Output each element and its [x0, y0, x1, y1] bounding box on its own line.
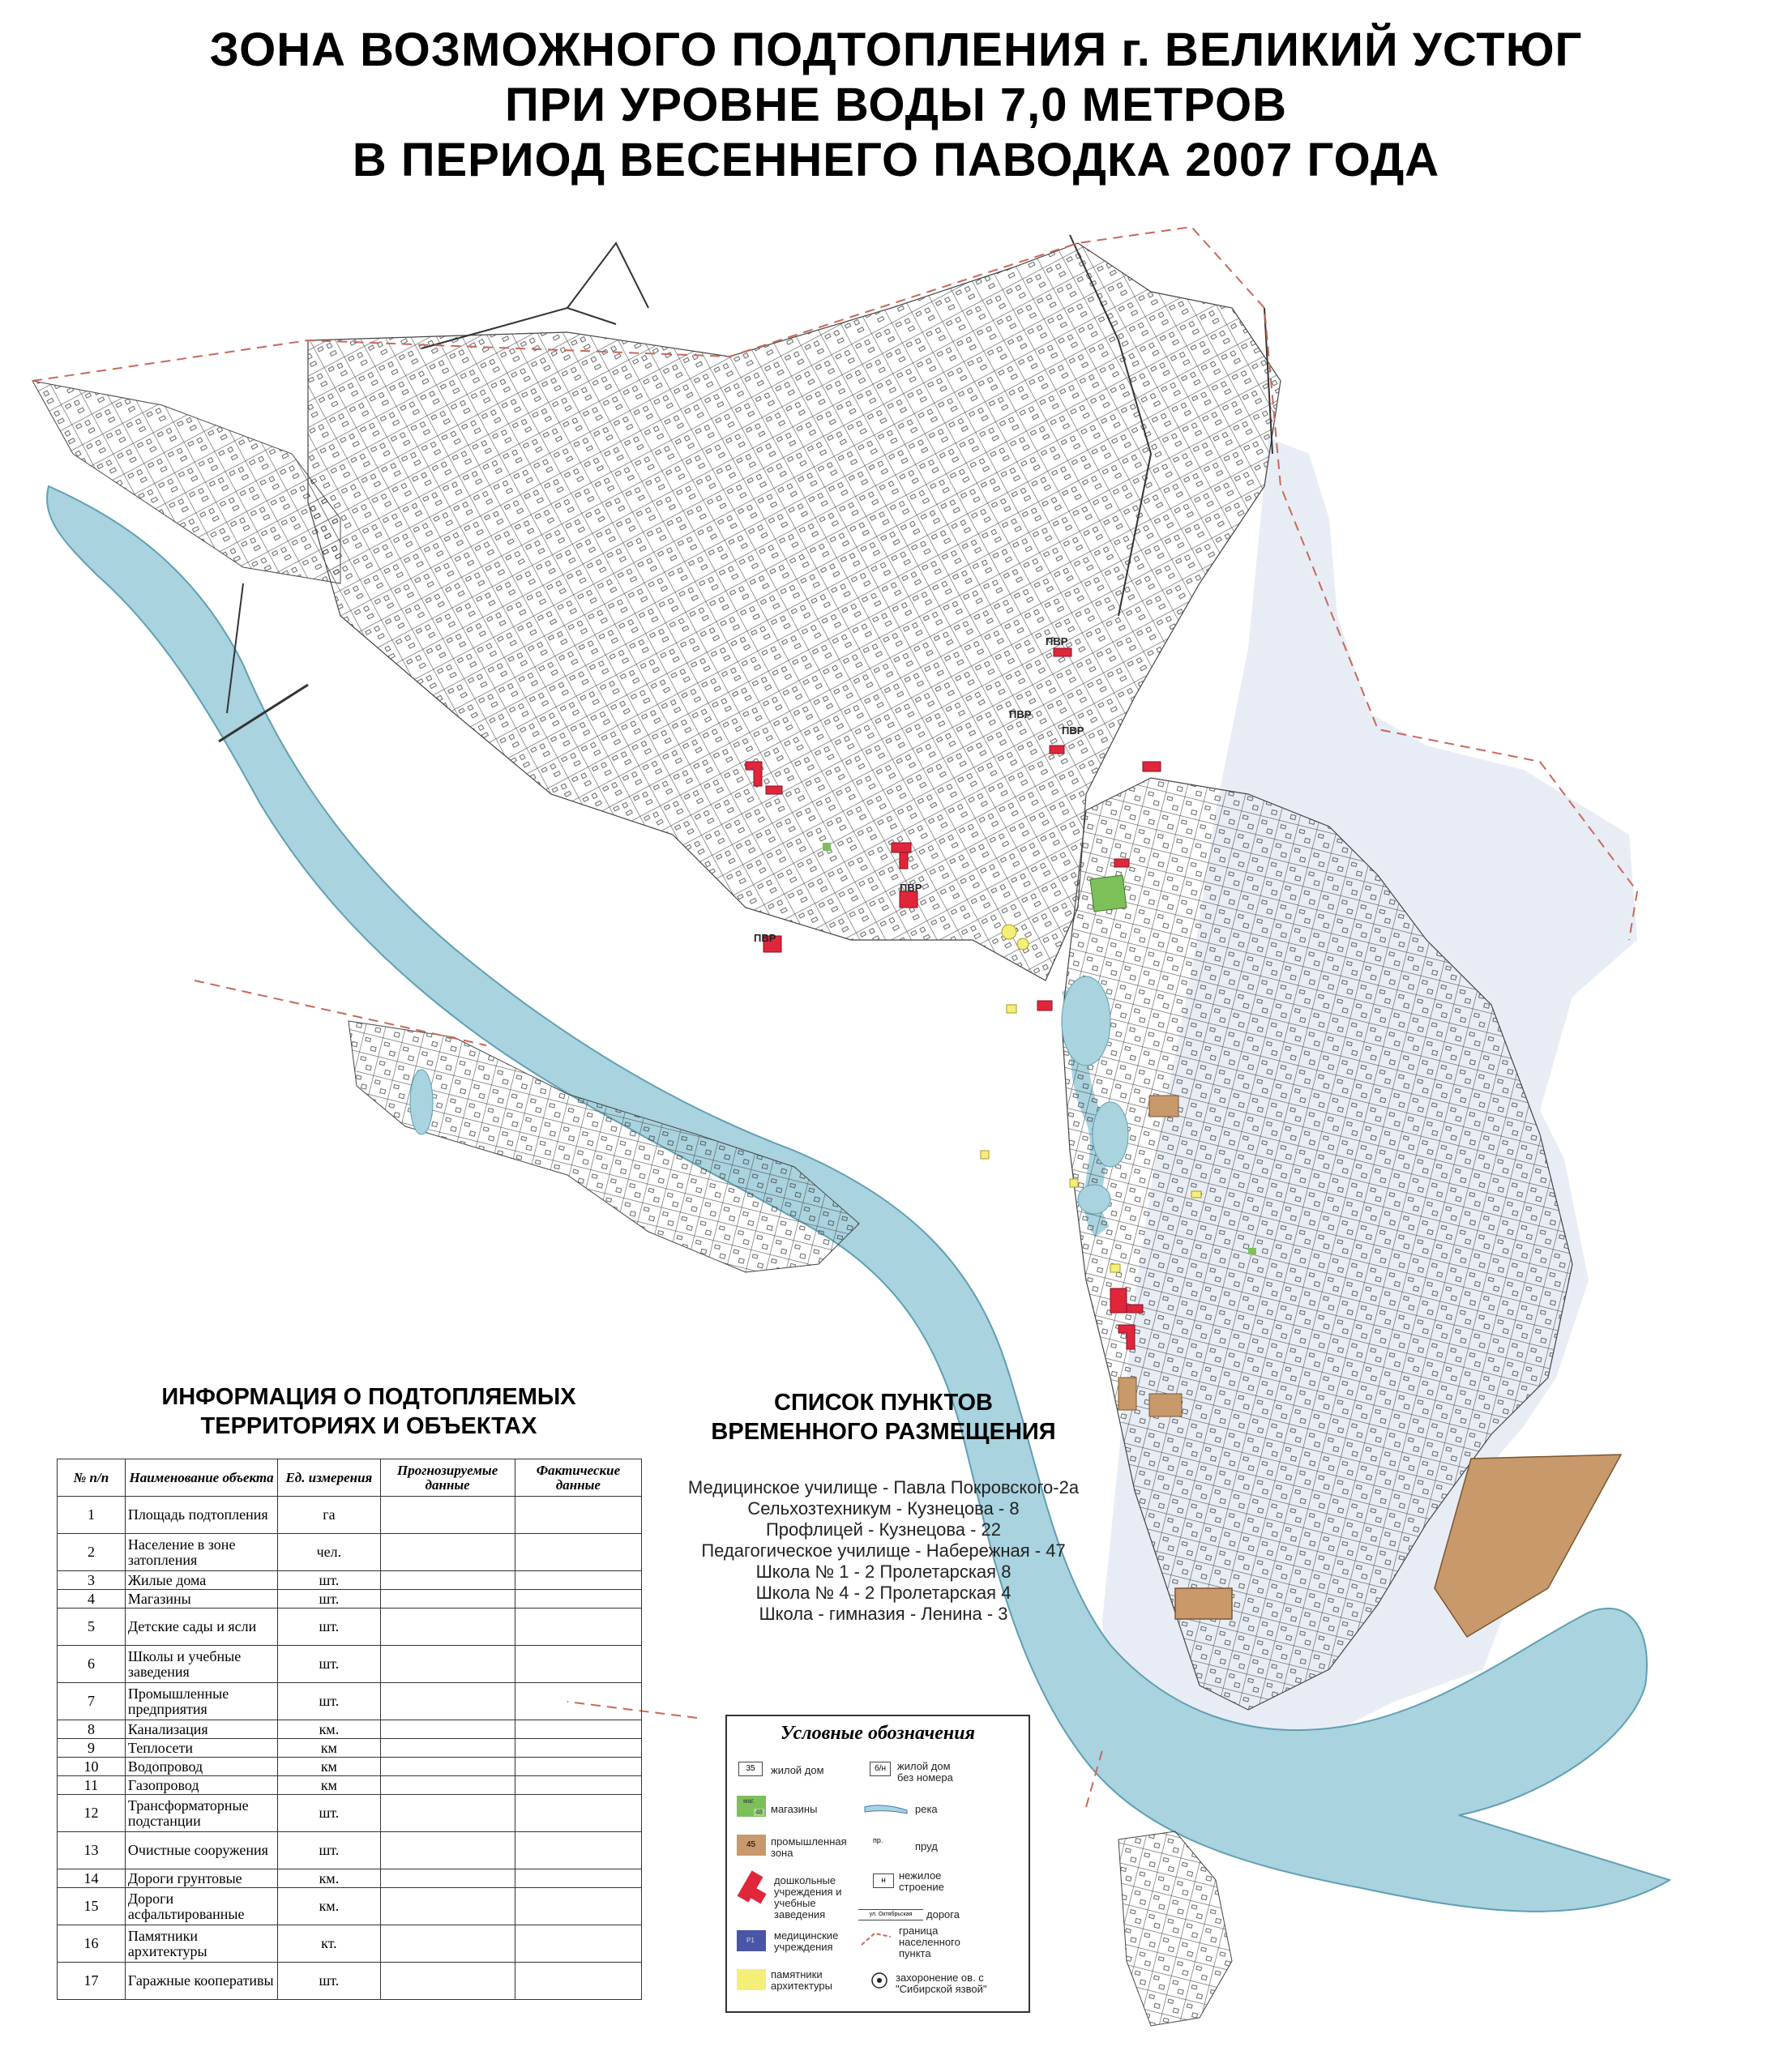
row-unit: км. — [278, 1869, 380, 1888]
col-actual: Фактические данные — [515, 1459, 641, 1497]
row-name: Водопровод — [125, 1758, 277, 1776]
row-name: Дороги грунтовые — [125, 1869, 277, 1888]
industrial-zone — [1175, 1588, 1232, 1619]
legend-pond: пруд — [915, 1840, 938, 1852]
row-unit: км — [278, 1739, 380, 1758]
shop-symbol-num: 48 — [755, 1809, 763, 1816]
row-unit: км — [278, 1758, 380, 1776]
info-table-row — [58, 1869, 642, 1888]
accommodation-item: Медицинское училище - Павла Покровского-2а — [687, 1477, 1080, 1497]
row-forecast — [380, 1646, 515, 1683]
info-title-line-2: ТЕРРИТОРИЯХ И ОБЪЕКТАХ — [200, 1413, 537, 1439]
shop — [823, 843, 831, 851]
row-unit: км — [278, 1776, 380, 1795]
medical-symbol: Р1 — [737, 1930, 766, 1951]
row-forecast — [380, 1683, 515, 1720]
info-table-row — [58, 1571, 642, 1590]
legend-house-nonum: жилой дом без номера — [897, 1760, 953, 1784]
list-title — [673, 1388, 1094, 1446]
row-name: Очистные сооружения — [125, 1832, 277, 1869]
row-forecast — [380, 1590, 515, 1609]
row-num: 12 — [58, 1795, 126, 1832]
map-title-line-1: ЗОНА ВОЗМОЖНОГО ПОДТОПЛЕНИЯ г. ВЕЛИКИЙ УСТЮГ — [209, 23, 1583, 76]
row-unit: кт. — [278, 1925, 380, 1963]
pvr-label: ПВР — [1062, 724, 1084, 737]
info-table-row — [58, 1720, 642, 1739]
row-actual — [515, 1571, 641, 1590]
row-num: 10 — [58, 1758, 126, 1776]
info-table-row — [58, 1590, 642, 1609]
row-actual — [515, 1720, 641, 1739]
info-table-row — [58, 1758, 642, 1776]
lake — [1062, 976, 1110, 1066]
col-unit: Ед. измерения — [278, 1459, 380, 1497]
info-table-row — [58, 1683, 642, 1720]
accommodation-list — [640, 1477, 1127, 1625]
legend-shop: магазины — [771, 1803, 818, 1815]
row-forecast — [380, 1720, 515, 1739]
pvr-label: ПВР — [1009, 708, 1032, 720]
monument-symbol — [737, 1969, 766, 1990]
row-unit: шт. — [278, 1683, 380, 1720]
row-num: 6 — [58, 1646, 126, 1683]
legend-title: Условные обозначения — [781, 1723, 975, 1744]
row-name: Памятники архитектуры — [125, 1925, 277, 1963]
row-num: 15 — [58, 1888, 126, 1925]
shop-symbol-label: маг. — [743, 1797, 755, 1805]
row-actual — [515, 1609, 641, 1646]
row-forecast — [380, 1609, 515, 1646]
industrial-zone — [1149, 1096, 1178, 1117]
accommodation-item: Школа № 4 - 2 Пролетарская 4 — [755, 1583, 1011, 1603]
row-num: 8 — [58, 1720, 126, 1739]
legend-burial: захоронение ов. с "Сибирской язвой" — [896, 1972, 987, 1995]
row-name: Школы и учебные заведения — [125, 1646, 277, 1683]
row-name: Магазины — [125, 1590, 277, 1609]
col-num: № п/п — [58, 1459, 126, 1497]
shop-symbol — [737, 1796, 766, 1817]
row-num: 13 — [58, 1832, 126, 1869]
row-name: Население в зоне затопления — [125, 1534, 277, 1571]
row-forecast — [380, 1795, 515, 1832]
info-table-row — [58, 1832, 642, 1869]
row-name: Промышленные предприятия — [125, 1683, 277, 1720]
row-forecast — [380, 1869, 515, 1888]
row-unit: шт. — [278, 1646, 380, 1683]
legend-monument: памятники архитектуры — [771, 1968, 832, 1992]
row-num: 11 — [58, 1776, 126, 1795]
row-actual — [515, 1776, 641, 1795]
row-num: 16 — [58, 1925, 126, 1963]
shop — [1248, 1248, 1256, 1254]
row-name: Теплосети — [125, 1739, 277, 1758]
row-forecast — [380, 1963, 515, 2000]
river-symbol — [863, 1802, 909, 1817]
pvr-label: ПВР — [900, 882, 922, 894]
border-symbol — [860, 1929, 892, 1948]
info-table-row — [58, 1739, 642, 1758]
south-settlement — [1118, 1831, 1232, 2026]
lake — [1078, 1185, 1110, 1214]
row-forecast — [380, 1925, 515, 1963]
row-actual — [515, 1739, 641, 1758]
legend — [725, 1715, 1030, 2013]
row-forecast — [380, 1534, 515, 1571]
row-unit: шт. — [278, 1590, 380, 1609]
row-num: 14 — [58, 1869, 126, 1888]
accommodation-item: Школа № 1 - 2 Пролетарская 8 — [755, 1562, 1011, 1582]
row-unit: чел. — [278, 1534, 380, 1571]
col-name: Наименование объекта — [125, 1459, 277, 1497]
legend-medical: медицинские учреждения — [774, 1929, 839, 1953]
row-actual — [515, 1869, 641, 1888]
row-forecast — [380, 1571, 515, 1590]
accommodation-item: Школа - гимназия - Ленина - 3 — [759, 1604, 1008, 1624]
row-forecast — [380, 1497, 515, 1534]
col-forecast: Прогнозируемые данные — [380, 1459, 515, 1497]
row-num: 4 — [58, 1590, 126, 1609]
info-table-body — [58, 1497, 642, 2000]
row-name: Гаражные кооперативы — [125, 1963, 277, 2000]
list-title-line-2: ВРЕМЕННОГО РАЗМЕЩЕНИЯ — [711, 1419, 1056, 1445]
accommodation-item: Профлицей - Кузнецова - 22 — [765, 1519, 1002, 1540]
legend-road: дорога — [926, 1908, 960, 1920]
row-unit: га — [278, 1497, 380, 1534]
row-forecast — [380, 1832, 515, 1869]
school-symbol — [735, 1870, 771, 1906]
info-title — [113, 1382, 624, 1441]
industrial-zone — [1118, 1378, 1136, 1410]
park-area — [1090, 875, 1127, 912]
row-unit: шт. — [278, 1571, 380, 1590]
road-symbol: ул. Октябрьская — [858, 1909, 923, 1920]
row-name: Канализация — [125, 1720, 277, 1739]
list-title-line-1: СПИСОК ПУНКТОВ — [774, 1390, 993, 1416]
info-table-row — [58, 1963, 642, 2000]
row-name: Трансформаторные подстанции — [125, 1795, 277, 1832]
row-actual — [515, 1963, 641, 2000]
legend-school: дошкольные учреждения и учебные заведения — [774, 1874, 842, 1920]
lake — [410, 1070, 433, 1134]
row-name: Газопровод — [125, 1776, 277, 1795]
lake — [1093, 1102, 1128, 1167]
row-forecast — [380, 1776, 515, 1795]
legend-house: жилой дом — [771, 1764, 824, 1776]
row-num: 3 — [58, 1571, 126, 1590]
row-unit: км. — [278, 1720, 380, 1739]
row-forecast — [380, 1758, 515, 1776]
row-num: 9 — [58, 1739, 126, 1758]
info-table-row — [58, 1888, 642, 1925]
pvr-label: ПВР — [754, 932, 776, 944]
row-name: Дороги асфальтированные — [125, 1888, 277, 1925]
row-num: 1 — [58, 1497, 126, 1534]
info-table-row — [58, 1609, 642, 1646]
info-table-row — [58, 1534, 642, 1571]
row-actual — [515, 1888, 641, 1925]
row-actual — [515, 1832, 641, 1869]
row-actual — [515, 1590, 641, 1609]
house-nonum-symbol: б/н — [870, 1762, 891, 1776]
pvr-label: ПВР — [1046, 635, 1068, 647]
row-num: 2 — [58, 1534, 126, 1571]
row-num: 5 — [58, 1609, 126, 1646]
legend-river: река — [915, 1803, 938, 1815]
row-forecast — [380, 1888, 515, 1925]
row-num: 17 — [58, 1963, 126, 2000]
row-actual — [515, 1795, 641, 1832]
accommodation-item: Сельхозтехникум - Кузнецова - 8 — [747, 1498, 1020, 1519]
industry-symbol: 45 — [737, 1835, 766, 1856]
legend-border: граница населенного пункта — [899, 1925, 960, 1959]
row-unit: шт. — [278, 1963, 380, 2000]
row-unit: шт. — [278, 1832, 380, 1869]
info-table — [57, 1459, 642, 2000]
industrial-zone — [1149, 1394, 1182, 1416]
info-table-row — [58, 1925, 642, 1963]
row-forecast — [380, 1739, 515, 1758]
row-actual — [515, 1683, 641, 1720]
accommodation-item: Педагогическое училище - Набережная - 47 — [701, 1540, 1066, 1561]
row-num: 7 — [58, 1683, 126, 1720]
legend-nonres: нежилое строение — [899, 1869, 944, 1893]
info-table-row — [58, 1646, 642, 1683]
legend-industry: промышленная зона — [771, 1835, 847, 1859]
info-table-row — [58, 1795, 642, 1832]
info-table-row — [58, 1776, 642, 1795]
house-symbol: 35 — [738, 1762, 763, 1776]
info-title-line-1: ИНФОРМАЦИЯ О ПОДТОПЛЯЕМЫХ — [161, 1384, 576, 1410]
info-table-row — [58, 1497, 642, 1534]
row-actual — [515, 1925, 641, 1963]
row-unit: шт. — [278, 1795, 380, 1832]
map-title-line-2: ПРИ УРОВНЕ ВОДЫ 7,0 МЕТРОВ — [505, 79, 1287, 131]
row-actual — [515, 1534, 641, 1571]
row-name: Жилые дома — [125, 1571, 277, 1590]
pond-symbol: пр. — [873, 1836, 883, 1844]
row-name: Детские сады и ясли — [125, 1609, 277, 1646]
row-actual — [515, 1646, 641, 1683]
row-actual — [515, 1497, 641, 1534]
row-actual — [515, 1758, 641, 1776]
info-table-header — [58, 1459, 642, 1497]
row-unit: шт. — [278, 1609, 380, 1646]
burial-symbol — [870, 1971, 889, 1990]
map-title-line-3: В ПЕРИОД ВЕСЕННЕГО ПАВОДКА 2007 ГОДА — [352, 134, 1440, 186]
row-unit: км. — [278, 1888, 380, 1925]
row-name: Площадь подтопления — [125, 1497, 277, 1534]
nonres-symbol: н — [873, 1873, 894, 1888]
